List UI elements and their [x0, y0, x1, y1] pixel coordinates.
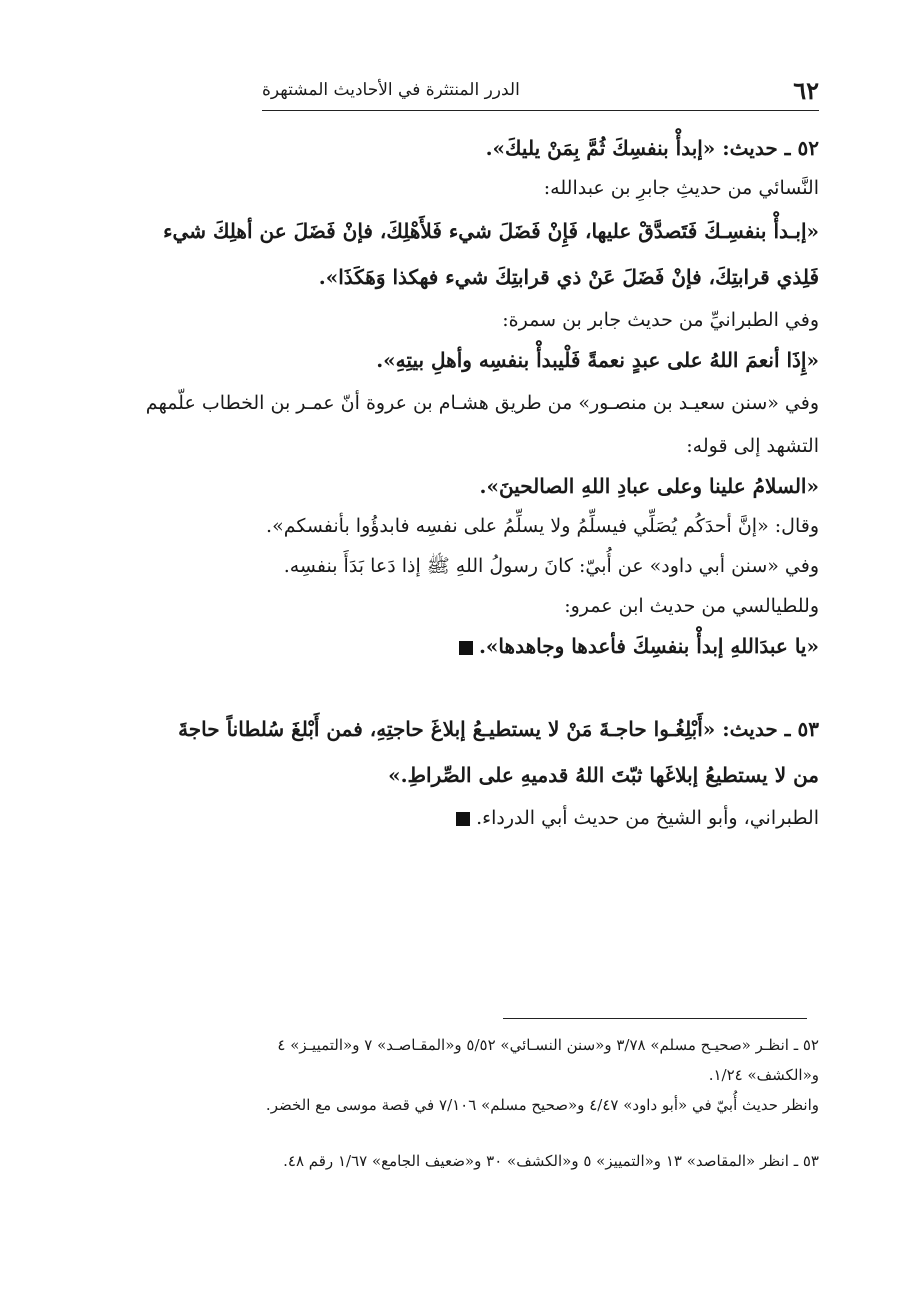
hadith-52-text-3: «إِذَا أنعمَ اللهُ على عبدٍ نعمةً فَلْيبدأْ بنفسِه وأهلِ بيتِهِ».	[376, 348, 819, 372]
footnotes	[92, 1030, 819, 1176]
hadith-52-text-4: «السلامُ علينا وعلى عبادِ اللهِ الصالحينَ».	[479, 474, 819, 498]
running-title: الدرر المنتثرة في الأحاديث المشتهرة	[262, 80, 520, 100]
hadith-52-source-2: وفي الطبرانيِّ من حديث جابر بن سمرة:	[502, 309, 819, 331]
hadith-53-text: من لا يستطيعُ إبلاغَها ثبّتَ اللهُ قدميهِ على الصِّراطِ.»	[388, 763, 819, 787]
end-square-icon	[459, 641, 473, 655]
footnote-52-line-3: وانظر حديث أُبيّ في «أبو داود» ٤/٤٧ و«صحيح مسلم» ٧/١٠٦ في قصة موسى مع الخضر.	[265, 1096, 819, 1114]
hadith-52-text-5: وقال: «إنَّ أحدَكُم يُصَلِّي فيسلِّمُ ولا يسلِّمُ على نفسِه فابدؤُوا بأنفسكم».	[266, 515, 819, 537]
page-header	[262, 72, 819, 108]
hadith-53-source	[100, 798, 819, 838]
page-body	[100, 128, 819, 838]
hadith-52-title: ٥٢ ـ حديث: «إبدأْ بنفسِكَ ثُمَّ بِمَنْ يليكَ».	[485, 136, 819, 160]
hadith-53-title: ٥٣ ـ حديث: «أَبْلِغُـوا حاجـةَ مَنْ لا يستطيـعُ إبلاغَ حاجتِهِ، فمن أَبْلغَ سُلطاناً حاجةَ	[178, 717, 819, 741]
hadith-52-source: النَّسائي من حديثِ جابرِ بن عبدالله:	[543, 177, 819, 199]
footnote-52-line-2: و«الكشف» ١/٢٤.	[708, 1066, 819, 1084]
hadith-52-text-2: فَلِذي قرابتِكَ، فإنْ فَضَلَ عَنْ ذي قرابتِكَ شيء فهكذا وَهَكَذَا».	[318, 265, 819, 289]
hadith-52-text-6	[100, 626, 819, 666]
hadith-52-source-4: وفي «سنن أبي داود» عن أُبيّ: كانَ رسولُ اللهِ ﷺ إذا دَعا بَدَأَ بنفسِه.	[283, 555, 819, 577]
hadith-52-source-5: وللطيالسي من حديث ابن عمرو:	[564, 595, 819, 617]
footnote-rule	[503, 1018, 807, 1019]
footnote-gap	[92, 1120, 819, 1146]
section-gap	[100, 666, 819, 706]
hadith-52-text-1: «إبـدأْ بنفسِـكَ فَتَصدَّقْ عليها، فَإِنْ فَضَلَ شيء فَلأَهْلِكَ، فإنْ فَضَلَ عن أهلِكَ شيء	[163, 219, 819, 243]
hadith-52-source-3b: التشهد إلى قوله:	[686, 435, 819, 457]
hadith-53-source-content: الطبراني، وأبو الشيخ من حديث أبي الدرداء.	[476, 807, 819, 829]
footnote-53-line-1: ٥٣ ـ انظر «المقاصد» ١٣ و«التمييز» ٥ و«الكشف» ٣٠ و«ضعيف الجامع» ١/٦٧ رقم ٤٨.	[283, 1152, 819, 1170]
footnote-52-line-1: ٥٢ ـ انظـر «صحيـح مسلم» ٣/٧٨ و«سنن النسـائي» ٥/٥٢ و«المقـاصـد» ٧ و«التمييـز» ٤	[277, 1036, 819, 1054]
end-square-icon	[456, 812, 470, 826]
header-rule	[262, 110, 819, 111]
hadith-52-source-3: وفي «سنن سعيـد بن منصـور» من طريق هشـام بن عروة أنّ عمـر بن الخطاب علّمهم	[145, 392, 819, 414]
page-number: ٦٢	[793, 75, 819, 105]
hadith-52-text-6-content: «يا عبدَاللهِ إبدأْ بنفسِكَ فأعدها وجاهدها».	[478, 634, 819, 658]
